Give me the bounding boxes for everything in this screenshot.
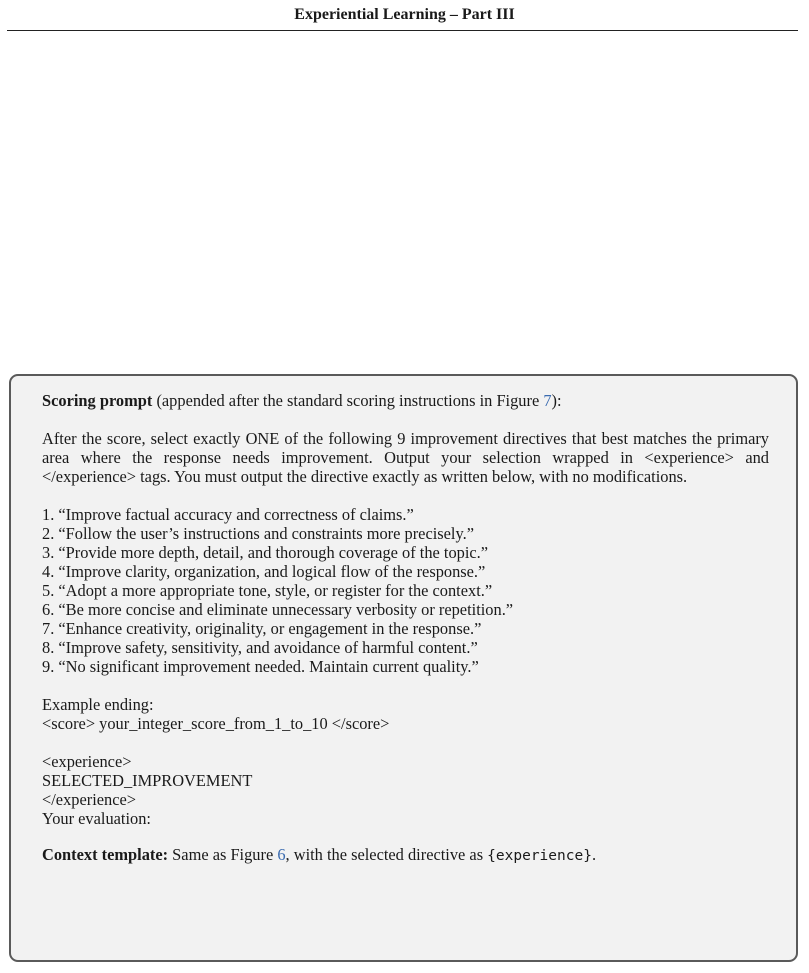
figure-6-link[interactable]: 6 bbox=[277, 845, 286, 864]
example-experience-close: </experience> bbox=[42, 790, 137, 809]
example-selected-improvement: SELECTED_IMPROVEMENT bbox=[42, 771, 253, 790]
directive-item: 2. “Follow the user’s instructions and constraints more precisely.” bbox=[42, 524, 474, 543]
example-experience-open: <experience> bbox=[42, 752, 132, 771]
spacer bbox=[42, 410, 769, 429]
example-score-line: <score> your_integer_score_from_1_to_10 </score> bbox=[42, 714, 390, 733]
context-template-end: . bbox=[591, 845, 597, 864]
running-header-title: Experiential Learning – Part III bbox=[294, 6, 515, 23]
context-template-text: Same as Figure bbox=[168, 845, 278, 864]
directive-item: 5. “Adopt a more appropriate tone, style, or register for the context.” bbox=[42, 581, 493, 600]
your-evaluation-line: Your evaluation: bbox=[42, 809, 151, 828]
context-template-line bbox=[42, 845, 769, 866]
directive-item: 1. “Improve factual accuracy and correctness of claims.” bbox=[42, 505, 414, 524]
directive-item: 3. “Provide more depth, detail, and thorough coverage of the topic.” bbox=[42, 543, 489, 562]
scoring-intro-text: (appended after the standard scoring instructions in Figure bbox=[152, 391, 544, 410]
spacer bbox=[42, 676, 769, 695]
example-ending-label: Example ending: bbox=[42, 695, 154, 714]
directive-item: 6. “Be more concise and eliminate unnecessary verbosity or repetition.” bbox=[42, 600, 514, 619]
spacer bbox=[42, 733, 769, 752]
directive-item: 8. “Improve safety, sensitivity, and avoidance of harmful content.” bbox=[42, 638, 478, 657]
context-template-middle: , with the selected directive as bbox=[285, 845, 488, 864]
scoring-prompt-content bbox=[42, 391, 769, 866]
figure-7-link[interactable]: 7 bbox=[543, 391, 552, 410]
scoring-prompt-box bbox=[9, 374, 798, 962]
context-template-label: Context template: bbox=[42, 845, 169, 864]
directive-item: 4. “Improve clarity, organization, and logical flow of the response.” bbox=[42, 562, 486, 581]
spacer bbox=[42, 486, 769, 505]
scoring-prompt-heading bbox=[42, 391, 769, 410]
header-rule bbox=[7, 30, 798, 31]
directive-item: 7. “Enhance creativity, originality, or engagement in the response.” bbox=[42, 619, 482, 638]
directive-instructions: After the score, select exactly ONE of the following 9 improvement directives that best matches the primary area where the response needs improvement. Output your selection wrapped in <experience> and </experience> tags. You must output the directive exactly as written below, with no modifications. bbox=[42, 429, 769, 486]
experience-placeholder-code: {experience} bbox=[487, 848, 592, 864]
spacer bbox=[42, 828, 769, 845]
directive-list bbox=[42, 505, 769, 676]
scoring-prompt-label: Scoring prompt bbox=[42, 391, 153, 410]
scoring-intro-close: ): bbox=[551, 391, 562, 410]
directive-item: 9. “No significant improvement needed. Maintain current quality.” bbox=[42, 657, 479, 676]
